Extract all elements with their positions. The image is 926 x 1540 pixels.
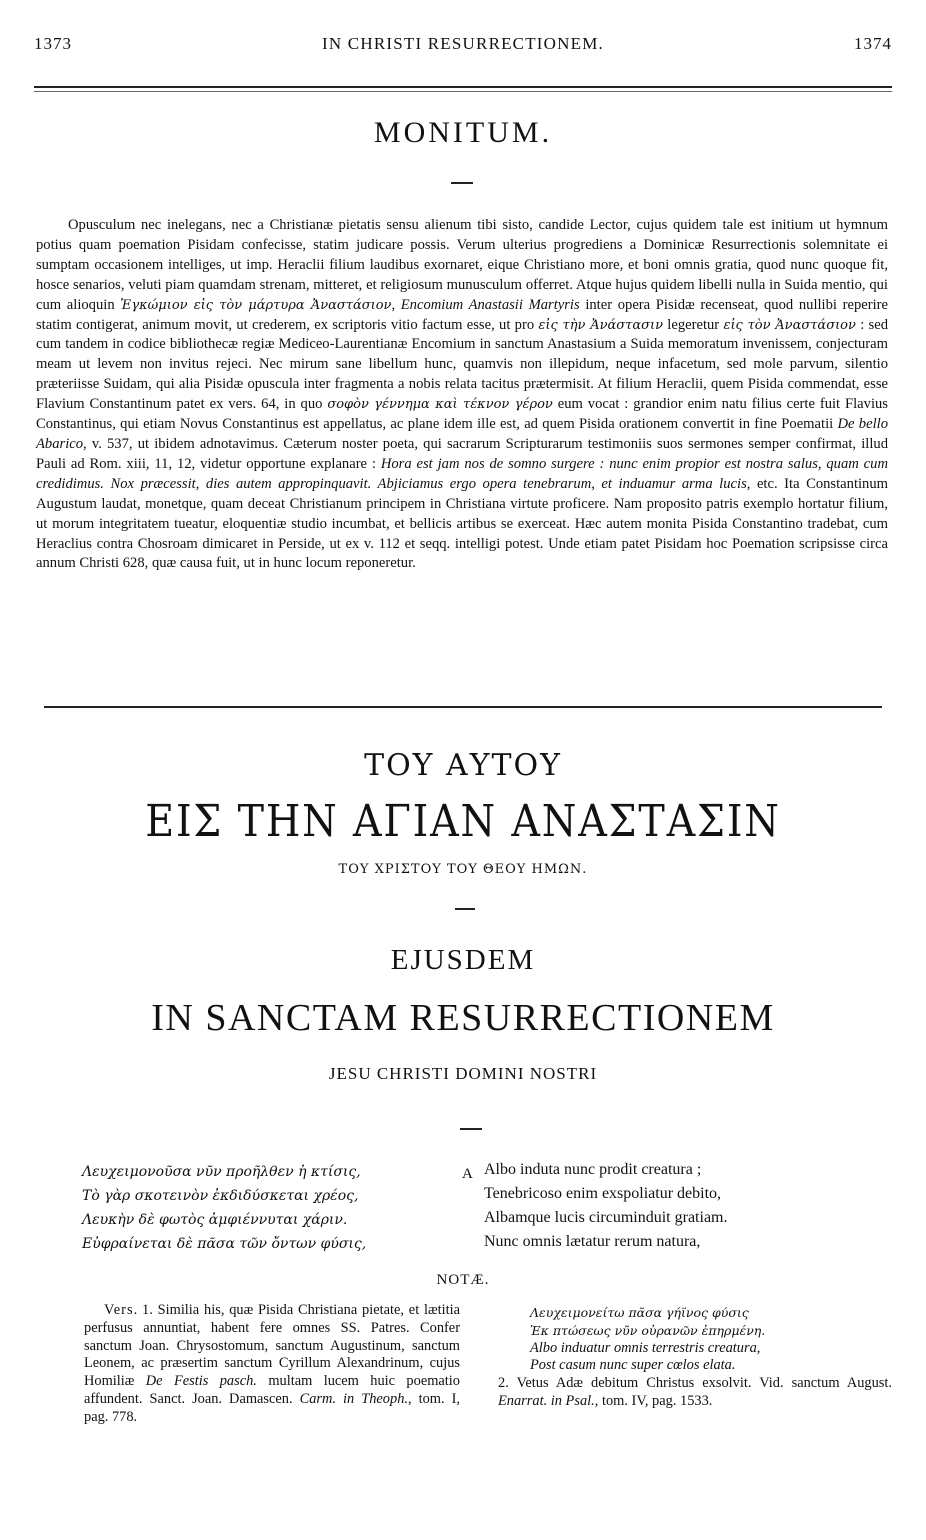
note-paragraph — [498, 1375, 892, 1411]
text-run: : sed cum tandem in codice bibliothecæ regiæ Mediceo-Laurentianæ Encomium in sanctum Anastasium a Suida memoratum invenissem, conjecturam meam ut levem non invitus rejeci. Nec mirum sane libellum hunc, quamvis non illepidum, neque infacetum, sed mole parvum, silentio præteriisse Suidam, qui alia Pisidæ opuscula inter fragmenta a nobis relata tacitus prætermisit. At filium Heraclii, quem Pisida commendat, esse Flavium Constantinum patet ex vers. 64, in quo — [36, 316, 889, 413]
greek-phrase: εἰς τὴν Ἀνάστασιν — [538, 317, 664, 333]
monitum-title: MONITUM. — [373, 116, 553, 149]
italic-phrase: De Festis pasch. — [145, 1373, 257, 1390]
margin-letter: A — [462, 1166, 473, 1182]
italic-phrase: Encomium Anastasii Martyris — [400, 296, 580, 313]
greek-verse-line: Λευχειμονοῦσα νῦν προῆλθεν ἡ κτίσις, — [82, 1164, 361, 1180]
latin-verse-line: Tenebricoso enim exspoliatur debito, — [484, 1185, 722, 1202]
latin-verse-line: Albamque lucis circuminduit gratiam. — [484, 1209, 728, 1226]
text-run: , — [391, 296, 401, 313]
note-greek-line: Ἐκ πτώσεως νῦν οὐρανῶν ἐπηρμένη. — [530, 1322, 766, 1338]
note-greek-line: Λευχειμονείτω πᾶσα γήϊνος φύσις — [530, 1305, 749, 1320]
text-run: , tom. I, pag. 778. — [84, 1390, 460, 1425]
greek-heading-title: ΕΙΣ ΤΗΝ ΑΓΙΑΝ ΑΝΑΣΤΑΣΙΝ — [145, 796, 781, 847]
latin-verse-line: Nunc omnis lætatur rerum natura, — [484, 1233, 701, 1250]
text-run: 2. Vetus Adæ debitum Christus exsolvit. Vid. sanctum August. — [498, 1375, 892, 1392]
separator-dash — [451, 182, 473, 184]
italic-phrase: Carm. in Theoph. — [299, 1390, 408, 1407]
note-latin-line: Post casum nunc super cœlos elata. — [530, 1357, 736, 1374]
text-run: inter opera Pisidæ recenseat, quod nullibi reperire statim contigerat, animum movit, ut crederem, ex scriptoris vitio factum esse, ut pro — [36, 296, 888, 333]
text-run: Opusculum nec inelegans, nec a Christianæ pietatis sensu alienum tibi sisto, candide Lector, cujus quidem tale est initium ut hymnum potius quam poemation Pisidam confecisse, statim judicare possis. Verum ulterius progrediens a Dominicæ Resurrectionis solemnitate ei sumptam occasionem intelliges, ut imp. Heraclii filium laudibus exornaret, eique Christiano more, et boni omnis gratia, quod nunc quoque fit, hosce senarios, veluti piam quamdam strenam, mitteret, et religiosum munusculum offerret. Atque hujus quidem libelli nulla in Suida mentio, qui cum alioquin — [36, 217, 888, 313]
section-rule — [44, 706, 882, 708]
greek-heading-subtitle: ΤΟΥ ΧΡΙΣΤΟΥ ΤΟΥ ΘΕΟΥ ΗΜΩΝ. — [338, 862, 588, 877]
greek-verse-line: Εὐφραίνεται δὲ πᾶσα τῶν ὄντων φύσις, — [82, 1236, 367, 1252]
monitum-paragraph — [36, 216, 888, 574]
latin-verses — [484, 1158, 728, 1254]
note-paragraph — [84, 1302, 460, 1427]
text-run: , tom. IV, pag. 1533. — [594, 1392, 713, 1409]
italic-phrase: Enarrat. in Psal. — [498, 1392, 595, 1409]
monitum-text — [36, 216, 888, 574]
note-label: Vers — [104, 1302, 134, 1318]
note-latin-line: Albo induatur omnis terrestris creatura, — [530, 1339, 761, 1356]
italic-phrase: De bello Abarico — [36, 416, 888, 452]
greek-phrase: εἰς τὸν Ἀναστάσιον — [723, 317, 856, 333]
note-right-column — [498, 1304, 892, 1411]
greek-verse-line: Λευκὴν δὲ φωτὸς ἀμφιέννυται χάριν. — [82, 1212, 348, 1228]
text-run: eum vocat : grandior enim natu filius certe fuit Flavius Constantinus, qui etiam Novus Constantinus est appellatus, ac plane idem ille est, ad quem Pisida orationem convertit in fine Poematii — [36, 396, 888, 433]
text-run: , v. 537, ut ibidem adnotavimus. Cæterum noster poeta, qui sacrarum Scripturarum testimoniis suos sermones semper confirmat, illud Pauli ad Rom. xiii, 11, 12, videtur opportune explanare : — [36, 435, 888, 472]
running-title: IN CHRISTI RESURRECTIONEM. — [322, 34, 604, 53]
greek-phrase: σοφὸν γέννημα καὶ τέκνον γέρον — [327, 397, 553, 413]
italic-phrase: Hora est jam nos de somno surgere : nunc enim propior est nostra salus, quam cum credidimus. Nox præcessit, dies autem appropinquavit. Abjiciamus ergo opera tenebrarum, et induamur arma lucis, — [36, 455, 888, 492]
latin-heading-title: IN SANCTAM RESURRECTIONEM — [151, 997, 775, 1039]
greek-verses — [82, 1160, 366, 1256]
header-rule-thin — [34, 91, 892, 92]
page-number-left: 1373 — [34, 34, 72, 53]
text-run: etc. Ita Constantinum Augustum laudat, monetque, quam deceat Christianum principem in Christiana virtute proficere. Nam proposito patris exemplo hortatur filium, ut morum integritatem tueatur, eloquentiæ studio incumbat, et bellicis artibus se exerceat. Hæc autem monita Pisida Constantino tradebat, cum Heraclius contra Chosroam dimicaret in Perside, ut ex v. 112 et seqq. intelligi potest. Unde etiam patet Pisidam hoc Poemation scripsisse circa annum Christi 628, quæ causa fuit, ut in hunc locum reponeretur. — [36, 475, 888, 572]
note-left-column — [84, 1302, 460, 1427]
greek-phrase: Ἐγκώμιον εἰς τὸν μάρτυρα Ἀναστάσιον — [120, 297, 392, 313]
greek-verse-line: Τὸ γὰρ σκοτεινὸν ἐκδιδύσκεται χρέος, — [82, 1188, 359, 1204]
latin-heading-line1: EJUSDEM — [390, 944, 536, 976]
header-rule — [34, 86, 892, 88]
greek-heading-line1: ΤΟΥ ΑΥΤΟΥ — [364, 748, 562, 783]
separator-dash — [455, 908, 475, 910]
text-run: multam lucem huic poematio affundent. Sanct. Joan. Damascen. — [84, 1373, 460, 1407]
notae-title: NOTÆ. — [436, 1272, 490, 1288]
latin-verse-line: Albo induta nunc prodit creatura ; — [484, 1161, 702, 1178]
page-number-right: 1374 — [854, 34, 892, 53]
running-head — [34, 34, 892, 62]
latin-heading-subtitle: JESU CHRISTI DOMINI NOSTRI — [328, 1064, 598, 1083]
text-run: legeretur — [663, 316, 724, 333]
separator-dash — [460, 1128, 482, 1130]
text-run: . 1. Similia his, quæ Pisida Christiana pietate, et lætitia perfusus annuntiat, habent fere omnes SS. Patres. Confer sanctum Joan. Chrysostomum, sanctum Augustinum, sanctum Leonem, ac præsertim sanctum Cyrillum Alexandrinum, cujus Homiliæ — [84, 1302, 460, 1390]
